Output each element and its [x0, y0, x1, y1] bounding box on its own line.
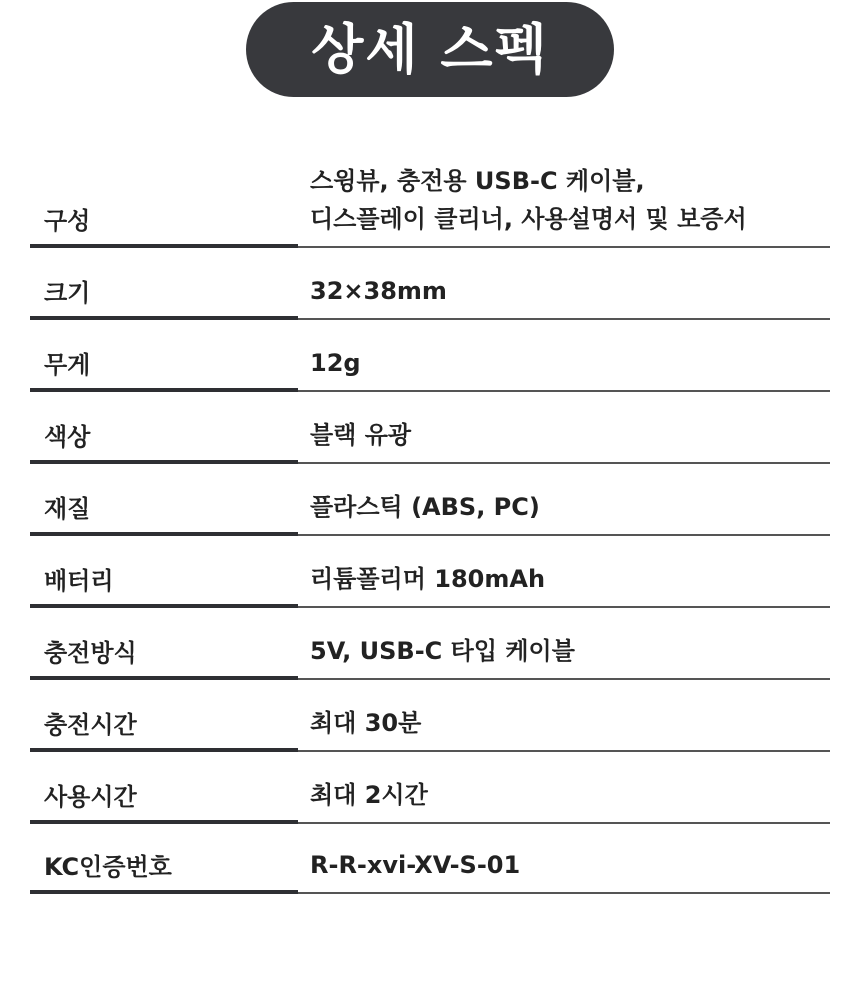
spec-row-kc-cert: [30, 824, 830, 894]
spec-row-material: [30, 464, 830, 536]
spec-row-usage-time: [30, 752, 830, 824]
spec-label: 색상: [44, 423, 91, 452]
spec-label: 충전방식: [44, 639, 137, 668]
spec-value: [310, 632, 575, 670]
spec-label: 재질: [44, 495, 91, 524]
spec-value-line: 32×38mm: [310, 277, 447, 305]
spec-value-line: 리튬폴리머 180mAh: [310, 565, 546, 593]
spec-value: [310, 416, 411, 454]
spec-value: [310, 704, 421, 742]
row-divider-thick: [30, 890, 298, 894]
spec-label: 무게: [44, 351, 91, 380]
spec-value-line: 디스플레이 클리너, 사용설명서 및 보증서: [310, 205, 747, 233]
spec-value-line: 5V, USB-C 타입 케이블: [310, 637, 575, 665]
row-divider-thin: [298, 892, 830, 894]
spec-label: 충전시간: [44, 711, 137, 740]
spec-value: [310, 488, 540, 526]
spec-value: [310, 344, 361, 382]
spec-value-line: 플라스틱 (ABS, PC): [310, 493, 540, 521]
spec-row-size: [30, 248, 830, 320]
spec-row-charging-method: [30, 608, 830, 680]
spec-row-battery: [30, 536, 830, 608]
spec-label: 크기: [44, 279, 91, 308]
spec-value-line: 블랙 유광: [310, 421, 412, 449]
spec-value-line: 12g: [310, 349, 361, 377]
spec-row-color: [30, 392, 830, 464]
spec-label: 배터리: [44, 567, 114, 596]
spec-value: [310, 272, 447, 310]
spec-value-line: 최대 30분: [310, 709, 422, 737]
spec-value-line: R-R-xvi-XV-S-01: [310, 851, 521, 879]
page-title: 상세 스펙: [311, 17, 549, 81]
spec-label: KC인증번호: [44, 853, 172, 882]
spec-value-line: 최대 2시간: [310, 781, 428, 809]
spec-table: [30, 0, 830, 994]
spec-row-composition: [30, 150, 830, 248]
spec-row-weight: [30, 320, 830, 392]
spec-label: 사용시간: [44, 783, 137, 812]
spec-value: [310, 846, 520, 884]
spec-label: 구성: [44, 207, 91, 236]
spec-value: [310, 162, 747, 238]
spec-value-line: 스윙뷰, 충전용 USB-C 케이블,: [310, 167, 645, 195]
spec-value: [310, 776, 428, 814]
spec-row-charging-time: [30, 680, 830, 752]
spec-value: [310, 560, 545, 598]
